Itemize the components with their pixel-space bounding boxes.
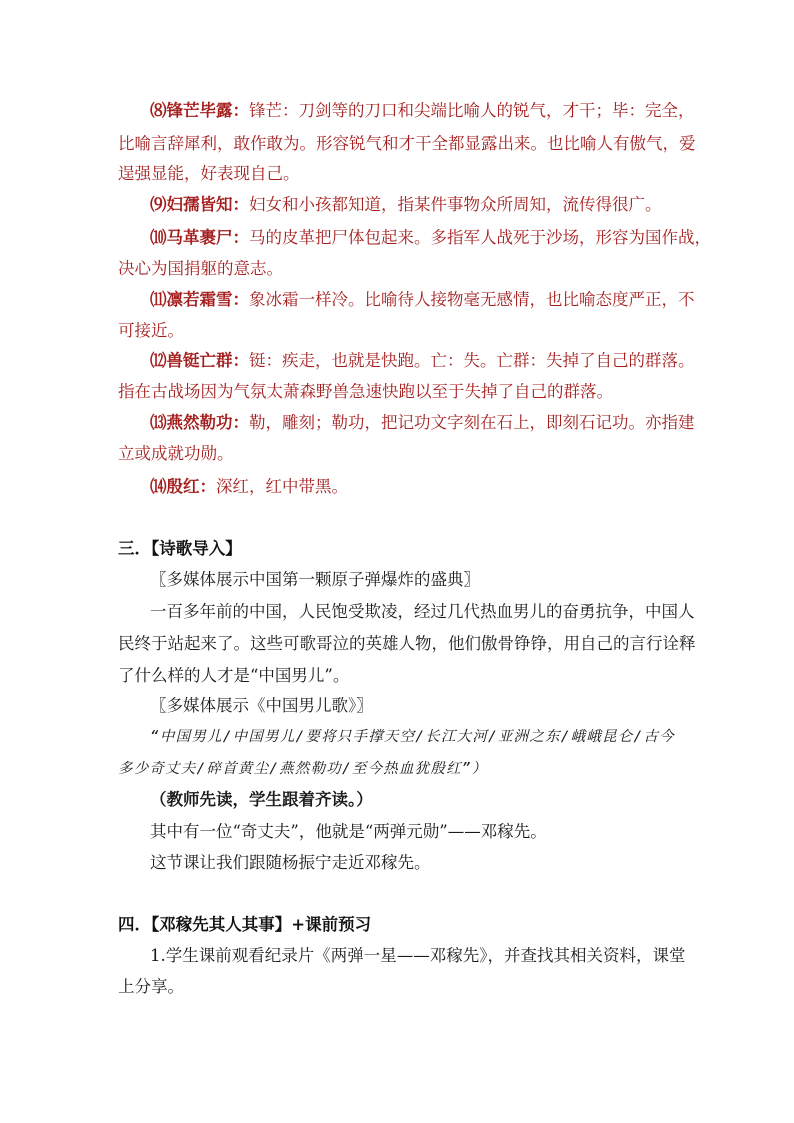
vocab-definition: 勒，雕刻；勒功，把记功文字刻在石上，即刻石记功。亦指建 — [249, 413, 695, 432]
vocab-number: ⒀ — [150, 413, 167, 432]
vocab-term: 殷红： — [166, 477, 216, 496]
paragraph-line: 上分享。 — [118, 977, 184, 996]
vocab-number: ⑻ — [150, 101, 167, 120]
paragraph-line: 其中有一位“奇丈夫”，他就是“两弹元勋”——邓稼先。 — [150, 822, 547, 841]
vocab-item — [150, 228, 711, 248]
vocab-definition: 锋芒：刀剑等的刀口和尖端比喻人的锐气，才干；毕：完全， — [249, 101, 695, 120]
vocab-item — [150, 351, 695, 371]
vocab-definition: 深红，红中带黑。 — [216, 477, 348, 496]
vocab-definition: 妇女和小孩都知道，指某件事物众所周知，流传得很广。 — [249, 195, 662, 214]
vocab-number: ⑼ — [150, 195, 167, 214]
section-heading: 三．【诗歌导入】 — [118, 539, 242, 558]
vocab-term: 妇孺皆知： — [166, 195, 249, 214]
vocab-number: ⑽ — [150, 228, 167, 247]
vocab-definition: 决心为国捐躯的意志。 — [118, 259, 283, 278]
vocab-term: 锋芒毕露： — [166, 101, 249, 120]
vocab-definition: 立或成就功勋。 — [118, 444, 234, 463]
vocab-item — [150, 477, 348, 497]
paragraph-line: 这节课让我们跟随杨振宁走近邓稼先。 — [150, 853, 431, 872]
vocab-term: 马革裹尸： — [166, 228, 249, 247]
vocab-item — [150, 195, 662, 215]
paragraph-line: 民终于站起来了。这些可歌哥泣的英雄人物，他们傲骨铮铮，用自己的言行诠释 — [118, 634, 696, 653]
vocab-number: ⑿ — [150, 351, 167, 370]
vocab-definition: 铤：疾走，也就是快跑。亡：失。亡群：失掉了自己的群落。 — [249, 351, 695, 370]
vocab-term: 凛若霜雪： — [166, 290, 249, 309]
vocab-definition: 象冰霜一样冷。比喻待人接物毫无感情，也比喻态度严正，不 — [249, 290, 695, 309]
vocab-definition: 马的皮革把尸体包起来。多指军人战死于沙场，形容为国作战， — [249, 228, 711, 247]
vocab-item — [150, 290, 695, 310]
paragraph-line: 了什么样的人才是“中国男儿”。 — [118, 666, 350, 685]
vocab-item — [150, 413, 695, 433]
vocab-definition: 指在古战场因为气氛太萧森野兽急速快跑以至于失掉了自己的群落。 — [118, 382, 613, 401]
vocab-definition: 比喻言辞犀利，敢作敢为。形容锐气和才干全都显露出来。也比喻人有傲气，爱 — [118, 134, 696, 153]
vocab-definition: 可接近。 — [118, 321, 184, 340]
paragraph-line: 一百多年前的中国，人民饱受欺凌，经过几代热血男儿的奋勇抗争，中国人 — [150, 602, 695, 621]
vocab-item — [150, 101, 695, 121]
vocab-term: 燕然勒功： — [166, 413, 249, 432]
vocab-number: ⑾ — [150, 290, 167, 309]
vocab-number: ⒁ — [150, 477, 167, 496]
paragraph-line: 1.学生课前观看纪录片《两弹一星——邓稼先》，并查找其相关资料，课堂 — [150, 946, 686, 965]
section-heading — [118, 915, 371, 935]
section-heading-suffix: +课前预习 — [291, 915, 372, 934]
section-heading-main: 四．【邓稼先其人其事】 — [118, 915, 292, 934]
media-note: 〖多媒体展示中国第一颗原子弹爆炸的盛典〗 — [150, 570, 480, 589]
poem-line: “中国男儿/中国男儿/要将只手撑天空/长江大河/亚洲之东/峨峨昆仑/古今 — [150, 729, 675, 745]
vocab-definition: 逞强显能，好表现自己。 — [118, 164, 300, 183]
poem-line: 多少奇丈夫/碎首黄尘/燕然勒功/至今热血犹殷红”） — [118, 761, 488, 777]
vocab-term: 兽铤亡群： — [166, 351, 249, 370]
media-note: 〖多媒体展示《中国男儿歌》〗 — [150, 696, 373, 715]
instruction-note: （教师先读，学生跟着齐读。） — [150, 790, 373, 809]
